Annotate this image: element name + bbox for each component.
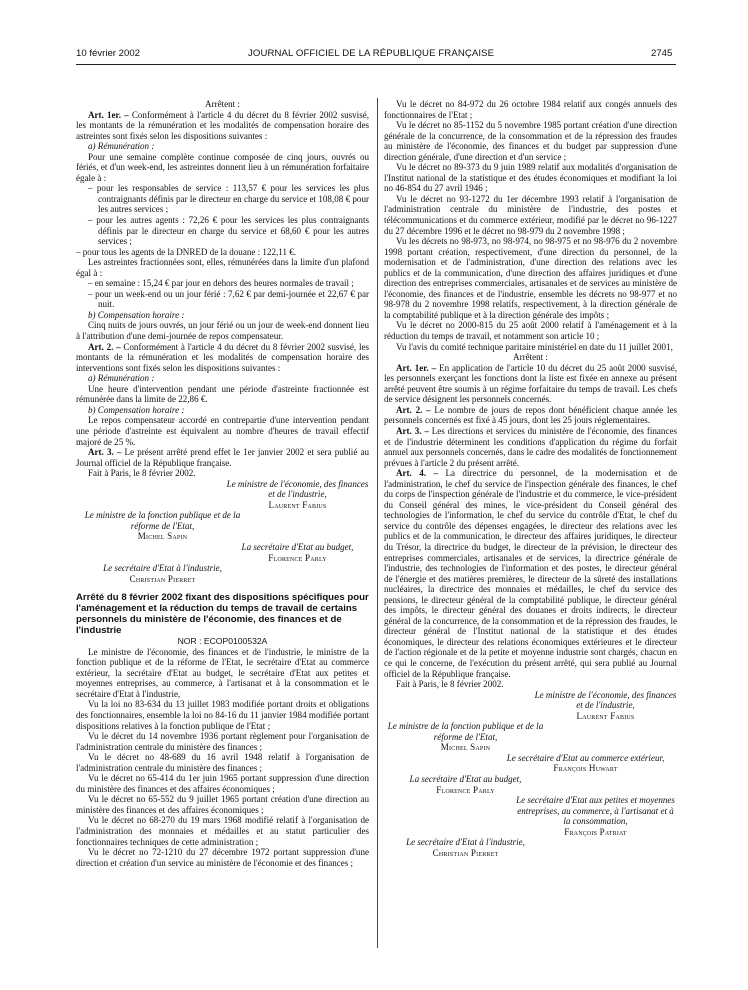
arrete-label: Arrêtent :: [513, 352, 548, 363]
visa: Vu le décret no 93-1272 du 1er décembre 1993 relatif à l'organisation de l'administration centrale du ministère de l'industrie, des postes et télécommunications et du commerce extérieur, modifié par le décret no 96-1227 du 27 décembre 1996 et le décret no 98-979 du 2 novembre 1998 ;: [384, 193, 677, 236]
bullet-item: – pour les responsables de service : 113,57 € pour les services les plus contraignants définis par le directeur en charge du service et 108,08 € pour les autres services ;: [88, 183, 369, 215]
subsection-label: b) Compensation horaire :: [88, 309, 185, 320]
article-lead: Art. 2. –: [88, 341, 121, 352]
article-1: Art. 1er. – Conformément à l'article 4 du décret du 8 février 2002 susvisé, les montants de la rémunération et les modalités de compensation horaire des astreintes sont fixés selon les dispositions suivantes :: [76, 109, 369, 141]
paragraph: Pour une semaine complète continue composée de cinq jours, ouvrés ou fériés, et d'un week-end, les astreintes donnent lieu à un rémunération forfaitaire égale à :: [76, 151, 369, 183]
visa: Vu le décret no 48-689 du 16 avril 1948 relatif à l'organisation de l'administration centrale du ministère des finances ;: [76, 752, 369, 773]
page-number: 2745: [651, 48, 673, 59]
journal-title: JOURNAL OFFICIEL DE LA RÉPUBLIQUE FRANÇAISE: [248, 48, 495, 59]
header-rule: [76, 64, 676, 65]
article-3: Art. 3. – Le présent arrêté prend effet le 1er janvier 2002 et sera publié au Journal officiel de la République française.: [76, 447, 370, 468]
signatory-title: Le secrétaire d'Etat au commerce extérieur,: [506, 752, 665, 763]
place-date: Fait à Paris, le 8 février 2002.: [396, 679, 504, 690]
article-lead: Art. 3. –: [88, 447, 122, 458]
bullet-item: – en semaine : 15,24 € par jour en dehors des heures normales de travail ;: [88, 278, 354, 289]
signatory-title: La secrétaire d'Etat au budget,: [241, 541, 354, 552]
visa: Vu les décrets no 98-973, no 98-974, no 98-975 et no 98-976 du 2 novembre 1998 portant création, respectivement, d'une direction du personnel, de la modernisation et de l'administration, d'une direction des relations avec les publics et de la communication, d'une direction des affaires juridiques et d'une direction des entreprises commerciales, artisanales et de services au ministère de l'économie, des finances et de l'industrie, ensemble les décrets no 98-977 et no 98-978 du 2 novembre 1998 relatifs, respectivement, à la direction générale de la comptabilité publique et à la direction générale des impôts ;: [384, 236, 677, 320]
visa: Vu le décret no 65-552 du 9 juillet 1965 portant création d'une direction au ministère des finances et des affaires économiques ;: [76, 794, 369, 815]
signatory-title: Le secrétaire d'Etat à l'industrie,: [406, 837, 525, 848]
issue-date: 10 février 2002: [76, 48, 140, 59]
visa: Vu l'avis du comité technique paritaire ministériel en date du 11 juillet 2001,: [396, 341, 673, 352]
visa: Vu le décret no 68-270 du 19 mars 1968 modifié relatif à l'organisation de l'administration des monnaies et médailles et au statut particulier des fonctionnaires techniques de cette administration ;: [76, 815, 369, 847]
place-date: Fait à Paris, le 8 février 2002.: [88, 468, 196, 479]
paragraph: Le ministre de l'économie, des finances et de l'industrie, le ministre de la fonction publique et de la réforme de l'Etat, le secrétaire d'Etat au commerce extérieur, la secrétaire d'Etat au budget, le secrétaire d'Etat aux petites et moyennes entreprises, au commerce, à l'artisanat et à la consommation et le secrétaire d'Etat à l'industrie,: [76, 646, 369, 699]
article-3: Art. 3. – Les directions et services du ministère de l'économie, des finances et de l'industrie déterminent les conditions d'application du régime du forfait annuel aux personnels concernés, dans le cadre des modalités de fonctionnement prévues à l'article 2 du présent arrêté.: [384, 425, 677, 468]
signatory-name: François Patriat: [564, 826, 627, 837]
paragraph: Une heure d'intervention pendant une période d'astreinte fractionnée est rémunérée dans la limite de 22,86 €.: [76, 383, 369, 405]
visa: Vu le décret no 72-1210 du 27 décembre 1972 portant suppression d'une direction et création d'un service au ministère de l'économie et des finances ;: [76, 847, 369, 868]
nor-reference: NOR : ECOP0100532A: [177, 636, 268, 647]
signatory-title: La secrétaire d'Etat au budget,: [409, 774, 522, 784]
article-lead: Art. 4. –: [396, 468, 439, 479]
article-2: Art. 2. – Le nombre de jours de repos dont bénéficient chaque année les personnels concernés est fixé à 45 jours, dont les 25 jours réglementaires.: [384, 404, 677, 426]
subsection-label: a) Rémunération :: [88, 141, 155, 152]
bullet-item: – pour un week-end ou un jour férié : 7,62 € par demi-journée et 22,67 € par nuit.: [88, 288, 369, 310]
article-4: Art. 4. – La directrice du personnel, de la modernisation et de l'administration, le chef du service de l'inspection générale des finances, le chef du corps de l'inspection générale de l'industrie et du commerce, le vice-président du Conseil général des mines, le vice-président du Conseil général des technologies de l'information, le chef du service du contrôle d'Etat, le chef du service du contrôle des dépenses engagées, le directeur des relations avec les publics et de la communication, le directeur des affaires juridiques, le directeur du Trésor, la directrice du budget, le directeur de la prévision, le directeur des entreprises commerciales, artisanales et de services, la directrice générale de l'industrie, des technologies de l'information et des postes, le directeur général de l'énergie et des matières premières, le directeur de la sûreté des installations nucléaires, la directrice des monnaies et médailles, le chef du service des pensions, le directeur général de la comptabilité publique, le directeur général des impôts, le directeur général des douanes et droits indirects, le directeur général de la concurrence, de la consommation et de la répression des fraudes, le directeur général de l'Institut national de la statistique et des études économiques, le directeur des relations économiques extérieures et le directeur de l'action régionale et de la petite et moyenne industrie sont chargés, chacun en ce qui le concerne, de l'exécution du présent arrêté, qui sera publié au Journal officiel de la République française.: [384, 468, 677, 679]
visa: Vu le décret no 2000-815 du 25 août 2000 relatif à l'aménagement et à la réduction du temps de travail, et notamment son article 10 ;: [384, 320, 677, 342]
signatory-name: François Huwart: [553, 763, 618, 774]
visa: Vu le décret no 85-1152 du 5 novembre 1985 portant création d'une direction générale de la concurrence, de la consommation et de la répression des fraudes au ministère de l'économie, des finances et du budget par suppression d'une direction générale, d'une direction et d'un service ;: [384, 120, 677, 162]
column-divider: [377, 98, 378, 948]
decree-heading: Arrêté du 8 février 2002 fixant des dispositions spécifiques pour l'aménagement et la réduction du temps de travail de certains personnels du ministère de l'économie, des finances et de l'industrie: [76, 592, 369, 637]
signatory-name: Christian Pierret: [129, 573, 196, 584]
signatory-name: Florence Parly: [268, 552, 327, 563]
article-lead: Art. 3. –: [396, 425, 429, 436]
article-lead: Art. 2. –: [396, 404, 431, 415]
visa: Vu le décret no 65-414 du 1er juin 1965 portant suppression d'une direction du ministère des finances et des affaires économiques ;: [76, 773, 369, 794]
signatory-title: Le secrétaire d'Etat à l'industrie,: [103, 563, 222, 574]
visa: Vu le décret no 84-972 du 26 octobre 1984 relatif aux congés annuels des fonctionnaires de l'Etat ;: [384, 99, 677, 120]
article-2: Art. 2. – Conformément à l'article 4 du décret du 8 février 2002 susvisé, les montants de la rémunération et les modalités de compensation horaire des interventions sont fixés selon les dispositions suivantes :: [76, 341, 369, 373]
bullet-item: – pour tous les agents de la DNRED de la douane : 122,11 €.: [76, 246, 297, 257]
right-column: [384, 99, 677, 858]
signatory-name: Michel Sapin: [440, 742, 491, 753]
signatory-name: Michel Sapin: [137, 531, 188, 542]
signatory-name: Laurent Fabius: [576, 710, 635, 721]
paragraph: Le repos compensateur accordé en contrepartie d'une intervention pendant une période d'astreinte est équivalent au nombre d'heures de travail effectif majoré de 25 %.: [76, 415, 369, 447]
subsection-label: a) Rémunération :: [88, 373, 155, 384]
article-lead: Art. 1er. –: [396, 362, 437, 373]
arrete-label: Arrêtent :: [205, 99, 240, 109]
signatory-title: Le secrétaire d'Etat aux petites et moyennes entreprises, au commerce, à l'artisanat et à la consommation,: [516, 795, 675, 827]
signatory-title: Le ministre de la fonction publique et de la réforme de l'Etat,: [84, 510, 241, 531]
article-1: Art. 1er. – En application de l'article 10 du décret du 25 août 2000 susvisé, les personnels exerçant les fonctions dont la liste est fixée en annexe au présent arrêté peuvent être soumis à un régime forfaitaire du temps de travail. Les chefs de service désignent les personnels concernés.: [384, 362, 677, 405]
paragraph: Les astreintes fractionnées sont, elles, rémunérées dans la limite d'un plafond égal à :: [76, 257, 369, 278]
visa: Vu la loi no 83-634 du 13 juillet 1983 modifiée portant droits et obligations des fonctionnaires, ensemble la loi no 84-16 du 11 janvier 1984 modifiée portant dispositions relatives à la fonction publique de l'Etat ;: [76, 699, 369, 731]
bullet-item: – pour les autres agents : 72,26 € pour les services les plus contraignants définis par le directeur en charge du service et 68,60 € pour les autres services ;: [88, 215, 369, 247]
subsection-label: b) Compensation horaire :: [88, 404, 185, 415]
signatory-name: Florence Parly: [436, 784, 495, 795]
paragraph: Cinq nuits de jours ouvrés, un jour férié ou un jour de week-end donnent lieu à l'attribution d'une demi-journée de repos compensateur.: [76, 320, 369, 342]
visa: Vu le décret du 14 novembre 1936 portant règlement pour l'organisation de l'administration centrale du ministère des finances ;: [76, 731, 369, 752]
signatory-name: Christian Pierret: [432, 847, 499, 858]
signatory-title: Le ministre de la fonction publique et de la réforme de l'Etat,: [387, 721, 544, 742]
signatory-name: Laurent Fabius: [268, 499, 327, 510]
left-column: [76, 99, 369, 868]
visa: Vu le décret no 89-373 du 9 juin 1989 relatif aux modalités d'organisation de l'Institut national de la statistique et des études économiques et modifiant la loi no 46-854 du 27 avril 1946 ;: [384, 162, 677, 194]
signatory-title: Le ministre de l'économie, des finances et de l'industrie,: [534, 689, 677, 711]
signatory-title: Le ministre de l'économie, des finances et de l'industrie,: [226, 478, 369, 500]
article-lead: Art. 1er. –: [88, 109, 129, 120]
